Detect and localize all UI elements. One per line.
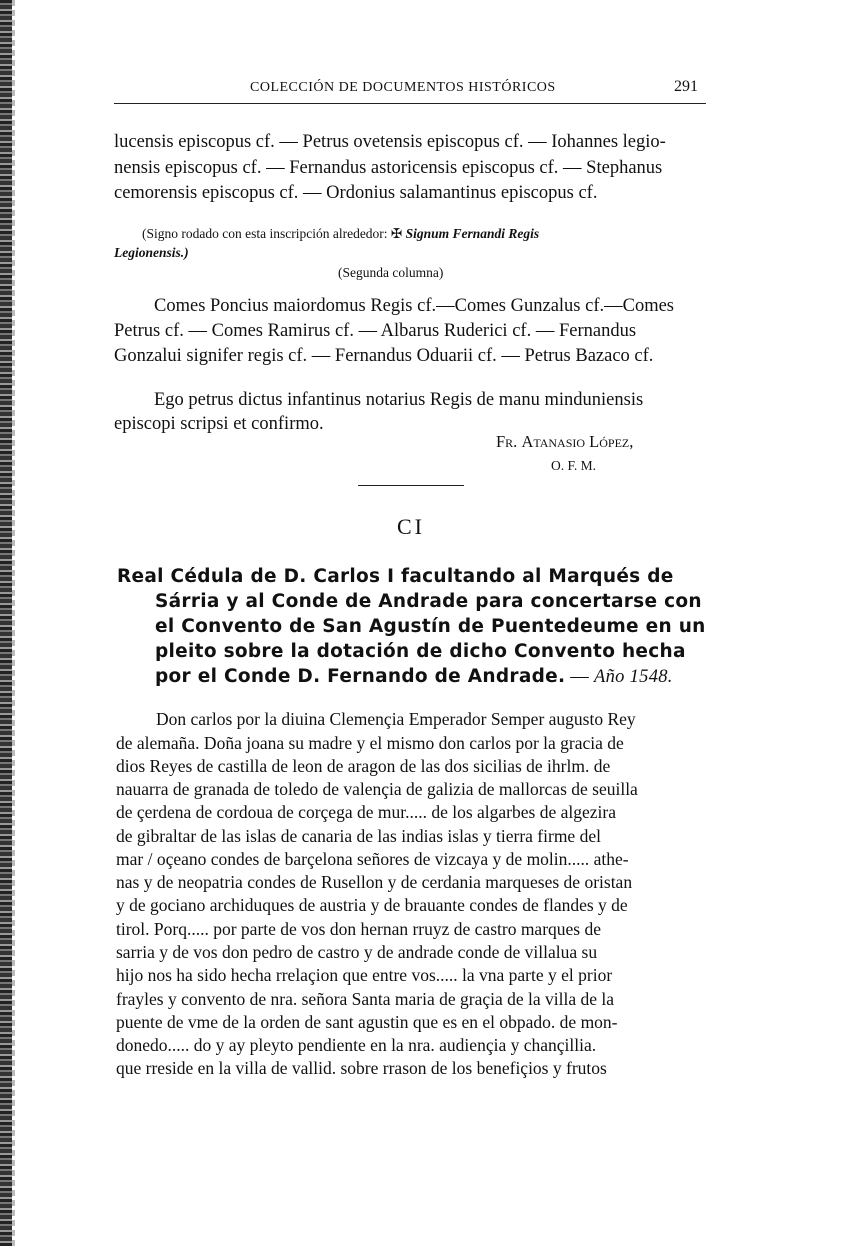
scanned-binding-edge xyxy=(0,0,12,1246)
body-line: tirol. Porq..... por parte de vos don hernan rruyz de castro marques de xyxy=(116,919,601,939)
document-title-last-line: por el Conde D. Fernando de Andrade. — Año 1548. xyxy=(155,666,673,687)
body-line: de alemaña. Doña joana su madre y el mismo don carlos por la gracia de xyxy=(116,733,624,753)
body-line: hijo nos ha sido hecha rrelaçion que entre vos..... la vna parte y el prior xyxy=(116,965,613,985)
body-line: nauarra de granada de toledo de valençia de galizia de mallorcas de seuilla xyxy=(116,779,638,799)
second-column-line: Comes Poncius maiordomus Regis cf.—Comes Gunzalus cf.—Comes xyxy=(154,296,675,316)
body-line: que rreside en la villa de vallid. sobre rrason de los benefiçios y frutos xyxy=(116,1058,607,1078)
editor-order: O. F. M. xyxy=(551,458,597,473)
document-title-line: el Convento de San Agustín de Puentedeume en un xyxy=(155,616,706,637)
header-rule xyxy=(114,103,706,104)
witness-line: lucensis episcopus cf. — Petrus ovetensis episcopus cf. — Iohannes legio- xyxy=(114,132,666,152)
body-line: de gibraltar de las islas de canaria de las indias islas y tierra firme del xyxy=(116,826,601,846)
body-line: donedo..... do y ay pleyto pendiente en la nra. audiençia y chançillia. xyxy=(116,1035,597,1055)
body-line: sarria y de vos don pedro de castro y de andrade conde de villalua su xyxy=(116,942,598,962)
document-year: Año 1548. xyxy=(593,667,673,687)
body-line: dios Reyes de castilla de leon de aragon de las dos sicilias de ihrlm. de xyxy=(116,756,611,776)
document-number: CI xyxy=(397,514,425,539)
witness-line: nensis episcopus cf. — Fernandus astoricensis episcopus cf. — Stephanus xyxy=(114,158,663,178)
second-column-line: Gonzalui signifer regis cf. — Fernandus Oduarii cf. — Petrus Bazaco cf. xyxy=(114,346,654,366)
document-title-line: por el Conde D. Fernando de Andrade. xyxy=(155,666,566,687)
body-line: frayles y convento de nra. señora Santa maria de graçia de la villa de la xyxy=(116,989,615,1009)
editor-signature xyxy=(496,430,633,454)
signum-note xyxy=(142,225,539,243)
editor-name: Atanasio López, xyxy=(521,432,634,451)
body-line: puente de vme de la orden de sant agustin que es en el obpado. de mon- xyxy=(116,1012,618,1032)
document-title-line: pleito sobre la dotación de dicho Convento hecha xyxy=(155,641,686,662)
editor-prefix: Fr. xyxy=(496,432,518,451)
signum-inscription: Signum Fernandi Regis xyxy=(405,226,540,241)
body-line: de çerdena de cordoua de corçega de mur..... de los algarbes de algezira xyxy=(116,802,616,822)
column-note: (Segunda columna) xyxy=(338,265,444,280)
notary-line: episcopi scripsi et confirmo. xyxy=(114,414,324,434)
body-line: y de gociano archiduques de austria y de brauante condes de flandes y de xyxy=(116,895,628,915)
body-line: mar / oçeano condes de barçelona señores de vizcaya y de molin..... athe- xyxy=(116,849,629,869)
document-title-line: Real Cédula de D. Carlos I facultando al Marqués de xyxy=(117,566,674,587)
body-line: nas y de neopatria condes de Rusellon y de cerdania marqueses de oristan xyxy=(116,872,633,892)
signum-note-line2: Legionensis.) xyxy=(114,245,189,260)
scanned-binding-shadow xyxy=(12,0,15,1246)
document-title-line: Sárria y al Conde de Andrade para concertarse con xyxy=(155,591,702,612)
section-separator xyxy=(358,485,464,486)
witness-line: cemorensis episcopus cf. — Ordonius salamantinus episcopus cf. xyxy=(114,183,598,203)
running-title: COLECCIÓN DE DOCUMENTOS HISTÓRICOS xyxy=(250,80,556,95)
running-header xyxy=(114,78,706,100)
body-line: Don carlos por la diuina Clemençia Emperador Semper augusto Rey xyxy=(156,709,636,729)
signum-prefix: (Signo rodado con esta inscripción alrededor: ✠ xyxy=(142,226,403,241)
notary-line: Ego petrus dictus infantinus notarius Regis de manu minduniensis xyxy=(154,390,644,410)
second-column-line: Petrus cf. — Comes Ramirus cf. — Albarus Ruderici cf. — Fernandus xyxy=(114,321,637,341)
page-number: 291 xyxy=(674,78,698,95)
